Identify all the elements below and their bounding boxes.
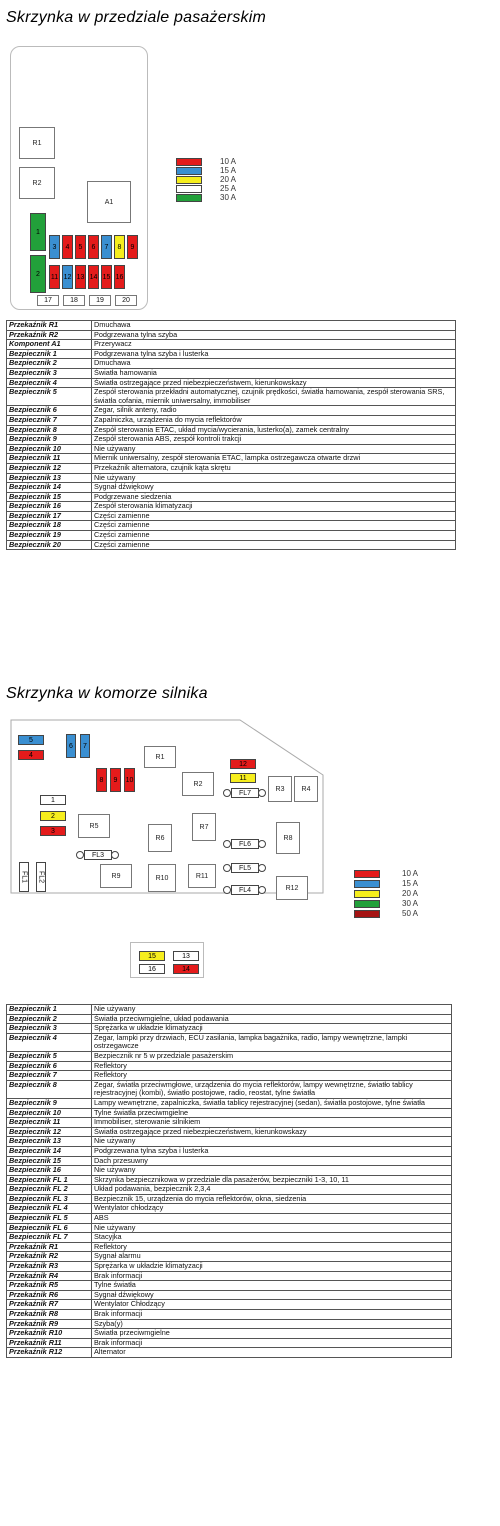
legend-swatch-10a [176, 158, 202, 166]
table-cell-description: Nie używany [92, 473, 456, 483]
fuse-e11: 11 [230, 773, 256, 783]
relay-e-r9: R9 [100, 864, 132, 888]
fuse-e8: 8 [96, 768, 107, 792]
table-row [7, 502, 456, 512]
table-cell-key: Bezpiecznik 17 [7, 511, 92, 521]
table-cell-description: Zespół sterowania ABS, zespół kontroli trakcji [92, 435, 456, 445]
passenger-fuse-box-diagram [10, 46, 148, 310]
legend2-label-15a: 15 A [402, 879, 419, 888]
table-row [7, 340, 456, 350]
table-row [7, 1024, 452, 1034]
table-cell-description: Wentylator chłodzący [92, 1204, 452, 1214]
table-cell-description: Nie używany [92, 1005, 452, 1015]
table-cell-key: Bezpiecznik 10 [7, 1108, 92, 1118]
fuse-12: 12 [62, 265, 73, 289]
table-row [7, 368, 456, 378]
table-row [7, 330, 456, 340]
table-cell-key: Bezpiecznik 5 [7, 388, 92, 406]
table-cell-description: Dmuchawa [92, 321, 456, 331]
table-cell-description: Sygnał alarmu [92, 1252, 452, 1262]
table-row [7, 1108, 452, 1118]
fusible-link-fl4: FL4 [231, 885, 259, 895]
table-row [7, 1319, 452, 1329]
table-cell-key: Bezpiecznik 16 [7, 1166, 92, 1176]
table-cell-key: Bezpiecznik 5 [7, 1051, 92, 1061]
component-a1: A1 [87, 181, 131, 223]
fuse-e2: 2 [40, 811, 66, 821]
legend2-label-20a: 20 A [402, 889, 419, 898]
table-cell-description: Części zamienne [92, 511, 456, 521]
table-row [7, 415, 456, 425]
table-cell-key: Bezpiecznik 12 [7, 1127, 92, 1137]
table-cell-description: Nie używany [92, 1166, 452, 1176]
table-cell-key: Przekaźnik R4 [7, 1271, 92, 1281]
table-cell-description: Lampy wewnętrzne, zapalniczka, światła tablicy rejestracyjnej (sedan), światła postojowe, tylne światła [92, 1098, 452, 1108]
fuse-e9: 9 [110, 768, 121, 792]
fuse-1: 1 [30, 213, 46, 251]
table-cell-key: Bezpiecznik 2 [7, 359, 92, 369]
table-cell-key: Przekaźnik R3 [7, 1262, 92, 1272]
table-cell-description: Bezpiecznik 15, urządzenia do mycia reflektorów, okna, siedzenia [92, 1194, 452, 1204]
table-row [7, 1223, 452, 1233]
table-cell-key: Bezpiecznik 14 [7, 1146, 92, 1156]
table-cell-description: Przekaźnik alternatora, czujnik kąta skrętu [92, 463, 456, 473]
table-row [7, 406, 456, 416]
table-cell-description: Światła ostrzegające przed niebezpieczeństwem, kierunkowskazy [92, 1127, 452, 1137]
pin [223, 840, 231, 848]
table-cell-description: Podgrzewana tylna szyba i lusterka [92, 349, 456, 359]
relay-r2: R2 [19, 167, 55, 199]
table-row [7, 473, 456, 483]
fuse-16: 16 [114, 265, 125, 289]
fusible-link-fl6: FL6 [231, 839, 259, 849]
table-row [7, 463, 456, 473]
relay-e-r4: R4 [294, 776, 318, 802]
table-cell-description: Sygnał dźwiękowy [92, 1290, 452, 1300]
legend-label-30a: 30 A [220, 193, 237, 202]
fuse-5: 5 [75, 235, 86, 259]
table-row [7, 1127, 452, 1137]
legend2-label-10a: 10 A [402, 869, 419, 878]
table-row [7, 1300, 452, 1310]
table-cell-key: Bezpiecznik 7 [7, 415, 92, 425]
table-row [7, 1271, 452, 1281]
table-cell-description: Reflektory [92, 1061, 452, 1071]
table-cell-description: Nie używany [92, 1223, 452, 1233]
legend-label-10a: 10 A [220, 157, 237, 166]
fuse-e12: 12 [230, 759, 256, 769]
relay-e-r12: R12 [276, 876, 308, 900]
table-cell-description: Układ podawania, bezpiecznik 2,3,4 [92, 1185, 452, 1195]
table-cell-key: Przekaźnik R1 [7, 321, 92, 331]
passenger-fuse-table [6, 320, 456, 550]
fusible-link-fl1: FL1 [19, 862, 29, 892]
table-cell-key: Bezpiecznik 8 [7, 425, 92, 435]
relay-e-r3: R3 [268, 776, 292, 802]
table-row [7, 454, 456, 464]
table-cell-key: Bezpiecznik 9 [7, 1098, 92, 1108]
table-cell-key: Bezpiecznik 10 [7, 444, 92, 454]
slot-19: 19 [89, 295, 111, 306]
table-cell-key: Bezpiecznik 14 [7, 483, 92, 493]
fuse-11: 11 [49, 265, 60, 289]
table-cell-key: Bezpiecznik 18 [7, 521, 92, 531]
relay-e-r1: R1 [144, 746, 176, 768]
legend-swatch-25a [176, 185, 202, 193]
pin [223, 886, 231, 894]
pin [111, 851, 119, 859]
table-row [7, 1005, 452, 1015]
legend2-label-50a: 50 A [402, 909, 419, 918]
table-row [7, 1137, 452, 1147]
relay-e-r11: R11 [188, 864, 216, 888]
table-cell-description: Przerywacz [92, 340, 456, 350]
table-cell-description: Części zamienne [92, 521, 456, 531]
table-row [7, 1242, 452, 1252]
table-cell-key: Bezpiecznik FL 5 [7, 1214, 92, 1224]
fusible-link-fl2: FL2 [36, 862, 46, 892]
table-cell-key: Bezpiecznik FL 2 [7, 1185, 92, 1195]
fuse-13: 13 [75, 265, 86, 289]
table-cell-key: Bezpiecznik 11 [7, 454, 92, 464]
table-cell-description: Tylne światła [92, 1281, 452, 1291]
fuse-e5: 5 [18, 735, 44, 745]
pin [258, 864, 266, 872]
table-cell-description: Światła przeciwmgielne [92, 1329, 452, 1339]
relay-e-r8: R8 [276, 822, 300, 854]
table-cell-key: Bezpiecznik 8 [7, 1080, 92, 1098]
fuse-e7: 7 [80, 734, 90, 758]
engine-fuse-table [6, 1004, 452, 1358]
table-cell-description: Sprężarka w układzie klimatyzacji [92, 1262, 452, 1272]
table-row [7, 1118, 452, 1128]
table-cell-key: Bezpiecznik 1 [7, 1005, 92, 1015]
table-cell-key: Bezpiecznik 7 [7, 1071, 92, 1081]
table-cell-key: Bezpiecznik 19 [7, 531, 92, 541]
table-cell-key: Bezpiecznik FL 4 [7, 1204, 92, 1214]
fuse-4: 4 [62, 235, 73, 259]
table-row [7, 1146, 452, 1156]
table-cell-key: Bezpiecznik 2 [7, 1014, 92, 1024]
table-cell-description: Części zamienne [92, 531, 456, 541]
fuse-2: 2 [30, 255, 46, 293]
table-cell-key: Bezpiecznik 12 [7, 463, 92, 473]
table-cell-key: Bezpiecznik FL 7 [7, 1233, 92, 1243]
table-cell-description: Podgrzewana tylna szyba i lusterka [92, 1146, 452, 1156]
table-cell-key: Bezpiecznik 16 [7, 502, 92, 512]
fuse-8: 8 [114, 235, 125, 259]
table-cell-key: Bezpiecznik 13 [7, 473, 92, 483]
table-row [7, 1014, 452, 1024]
fuse-e1: 1 [40, 795, 66, 805]
table-cell-description: Zespół sterowania ETAC, układ mycia/wycierania, lusterko(a), zamek centralny [92, 425, 456, 435]
table-row [7, 1061, 452, 1071]
relay-e-r7: R7 [192, 813, 216, 841]
legend-swatch-20a [176, 176, 202, 184]
table-cell-description: Zegar, silnik anteny, radio [92, 406, 456, 416]
table-cell-key: Bezpiecznik 13 [7, 1137, 92, 1147]
table-cell-key: Przekaźnik R12 [7, 1348, 92, 1358]
slot-17: 17 [37, 295, 59, 306]
table-row [7, 1175, 452, 1185]
relay-e-r6: R6 [148, 824, 172, 852]
legend2-swatch-30a [354, 900, 380, 908]
table-cell-description: Podgrzewana tylna szyba [92, 330, 456, 340]
table-cell-description: Zespół sterowania przekładni automatycznej, czujnik prędkości, światła hamowania, zespół sterowania SRS, światła cofania, miernik uniwersalny, immobiliser [92, 388, 456, 406]
table-cell-key: Bezpiecznik 3 [7, 1024, 92, 1034]
table-row [7, 1338, 452, 1348]
legend-swatch-30a [176, 194, 202, 202]
table-row [7, 1290, 452, 1300]
legend2-swatch-15a [354, 880, 380, 888]
table-row [7, 1194, 452, 1204]
table-cell-key: Bezpiecznik FL 3 [7, 1194, 92, 1204]
table-cell-key: Bezpiecznik 11 [7, 1118, 92, 1128]
table-cell-key: Przekaźnik R7 [7, 1300, 92, 1310]
pin [223, 789, 231, 797]
table-cell-description: Reflektory [92, 1071, 452, 1081]
table-row [7, 540, 456, 550]
table-cell-key: Przekaźnik R8 [7, 1310, 92, 1320]
table-row [7, 1051, 452, 1061]
table-row [7, 435, 456, 445]
table-row [7, 531, 456, 541]
table-cell-description: Szyba(y) [92, 1319, 452, 1329]
table-cell-description: Zegar, światła przeciwmgłowe, urządzenia do mycia reflektorów, lampy wewnętrzne, światło tablicy rejestracyjnej (kombi), światło postojowe, radio, reostat, tylne światła [92, 1080, 452, 1098]
table-row [7, 1214, 452, 1224]
table-cell-key: Przekaźnik R9 [7, 1319, 92, 1329]
legend-swatch-15a [176, 167, 202, 175]
table-cell-description: Reflektory [92, 1242, 452, 1252]
table-row [7, 1033, 452, 1051]
table-cell-description: Światła przeciwmgielne, układ podawania [92, 1014, 452, 1024]
table-cell-description: Stacyjka [92, 1233, 452, 1243]
table-row [7, 1348, 452, 1358]
fuse-e15: 15 [139, 951, 165, 961]
section1-title: Skrzynka w przedziale pasażerskim [6, 9, 267, 26]
relay-r1: R1 [19, 127, 55, 159]
table-cell-description: Alternator [92, 1348, 452, 1358]
legend2-label-30a: 30 A [402, 899, 419, 908]
table-cell-description: Zapalniczka, urządzenia do mycia reflektorów [92, 415, 456, 425]
table-cell-key: Przekaźnik R2 [7, 330, 92, 340]
table-cell-description: Miernik uniwersalny, zespół sterowania ETAC, lampka ostrzegawcza otwarte drzwi [92, 454, 456, 464]
table-row [7, 521, 456, 531]
table-row [7, 1233, 452, 1243]
table-row [7, 388, 456, 406]
table-cell-description: Skrzynka bezpiecznikowa w przedziale dla pasażerów, bezpieczniki 1-3, 10, 11 [92, 1175, 452, 1185]
table-cell-description: ABS [92, 1214, 452, 1224]
table-cell-description: Podgrzewane siedzenia [92, 492, 456, 502]
table-cell-description: Części zamienne [92, 540, 456, 550]
table-row [7, 1071, 452, 1081]
table-cell-description: Immobiliser, sterowanie silnikiem [92, 1118, 452, 1128]
table-cell-description: Światła ostrzegające przed niebezpieczeństwem, kierunkowskazy [92, 378, 456, 388]
slot-18: 18 [63, 295, 85, 306]
fuse-7: 7 [101, 235, 112, 259]
table-cell-key: Bezpiecznik 6 [7, 406, 92, 416]
fuse-15: 15 [101, 265, 112, 289]
pin [223, 864, 231, 872]
table-cell-description: Dach przesuwny [92, 1156, 452, 1166]
table-cell-key: Przekaźnik R6 [7, 1290, 92, 1300]
table-row [7, 1329, 452, 1339]
table-row [7, 359, 456, 369]
fuse-e4: 4 [18, 750, 44, 760]
table-row [7, 321, 456, 331]
fuse-e6: 6 [66, 734, 76, 758]
table-cell-description: Zespół sterowania klimatyzacji [92, 502, 456, 512]
table-cell-description: Bezpiecznik nr 5 w przedziale pasażerskim [92, 1051, 452, 1061]
table-cell-description: Brak informacji [92, 1338, 452, 1348]
legend-label-15a: 15 A [220, 166, 237, 175]
relay-e-r5: R5 [78, 814, 110, 838]
pin [258, 840, 266, 848]
table-cell-key: Bezpiecznik FL 6 [7, 1223, 92, 1233]
relay-e-r10: R10 [148, 864, 176, 892]
table-cell-description: Sygnał dźwiękowy [92, 483, 456, 493]
relay-e-r2: R2 [182, 772, 214, 796]
table-cell-key: Bezpiecznik 3 [7, 368, 92, 378]
table-cell-description: Światła hamowania [92, 368, 456, 378]
table-row [7, 1156, 452, 1166]
table-row [7, 1252, 452, 1262]
table-cell-key: Bezpiecznik 4 [7, 1033, 92, 1051]
table-row [7, 1204, 452, 1214]
legend2-swatch-20a [354, 890, 380, 898]
table-row [7, 483, 456, 493]
pin [76, 851, 84, 859]
table-cell-key: Bezpiecznik 9 [7, 435, 92, 445]
legend2-swatch-10a [354, 870, 380, 878]
fuse-6: 6 [88, 235, 99, 259]
table-cell-key: Przekaźnik R11 [7, 1338, 92, 1348]
pin [258, 789, 266, 797]
table-cell-key: Przekaźnik R2 [7, 1252, 92, 1262]
table-cell-description: Zegar, lampki przy drzwiach, ECU zasilania, lampka bagażnika, radio, lampy wewnętrzne, lampki ostrzegawcze [92, 1033, 452, 1051]
table-cell-description: Brak informacji [92, 1271, 452, 1281]
fuse-e16: 16 [139, 964, 165, 974]
pin [258, 886, 266, 894]
table-cell-description: Tylne światła przeciwmgielne [92, 1108, 452, 1118]
table-row [7, 1281, 452, 1291]
table-cell-key: Bezpiecznik 20 [7, 540, 92, 550]
fuse-3: 3 [49, 235, 60, 259]
table-row [7, 1080, 452, 1098]
table-cell-description: Sprężarka w układzie klimatyzacji [92, 1024, 452, 1034]
fusible-link-fl5: FL5 [231, 863, 259, 873]
table-cell-description: Dmuchawa [92, 359, 456, 369]
table-cell-key: Komponent A1 [7, 340, 92, 350]
table-cell-key: Przekaźnik R10 [7, 1329, 92, 1339]
table-cell-key: Przekaźnik R5 [7, 1281, 92, 1291]
fuse-9: 9 [127, 235, 138, 259]
slot-20: 20 [115, 295, 137, 306]
table-row [7, 349, 456, 359]
legend2-swatch-50a [354, 910, 380, 918]
table-cell-key: Bezpiecznik 15 [7, 492, 92, 502]
table-row [7, 1098, 452, 1108]
table-cell-key: Bezpiecznik FL 1 [7, 1175, 92, 1185]
table-cell-description: Wentylator Chłodzący [92, 1300, 452, 1310]
fusible-link-fl7: FL7 [231, 788, 259, 798]
table-row [7, 1185, 452, 1195]
table-row [7, 492, 456, 502]
legend-label-25a: 25 A [220, 184, 237, 193]
table-row [7, 1310, 452, 1320]
table-cell-description: Brak informacji [92, 1310, 452, 1320]
table-row [7, 1262, 452, 1272]
fuse-e3: 3 [40, 826, 66, 836]
section2-title: Skrzynka w komorze silnika [6, 685, 208, 702]
table-row [7, 511, 456, 521]
table-cell-key: Bezpiecznik 6 [7, 1061, 92, 1071]
fusible-link-fl3: FL3 [84, 850, 112, 860]
fuse-e10: 10 [124, 768, 135, 792]
engine-sub-fuse-box [130, 942, 204, 978]
legend-label-20a: 20 A [220, 175, 237, 184]
fuse-14: 14 [88, 265, 99, 289]
fuse-e14: 14 [173, 964, 199, 974]
fuse-e13: 13 [173, 951, 199, 961]
table-cell-key: Przekaźnik R1 [7, 1242, 92, 1252]
table-row [7, 1166, 452, 1176]
table-cell-key: Bezpiecznik 4 [7, 378, 92, 388]
table-cell-description: Nie używany [92, 1137, 452, 1147]
table-cell-key: Bezpiecznik 15 [7, 1156, 92, 1166]
table-cell-key: Bezpiecznik 1 [7, 349, 92, 359]
table-cell-description: Nie używany [92, 444, 456, 454]
